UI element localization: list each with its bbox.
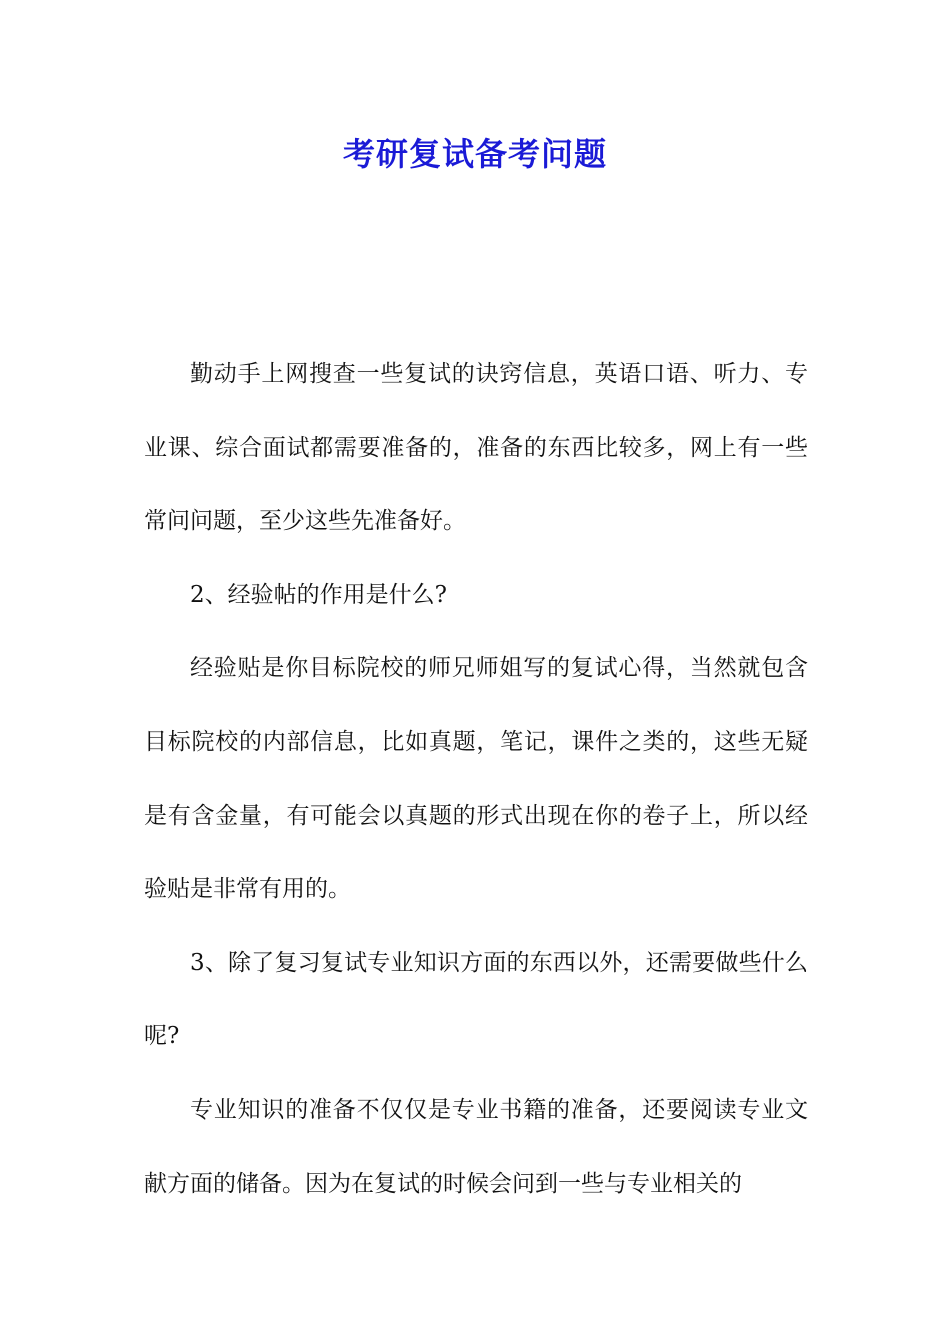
paragraph-intro: 勤动手上网搜查一些复试的诀窍信息，英语口语、听力、专业课、综合面试都需要准备的，准备的东西比较多，网上有一些常问问题，至少这些先准备好。 xyxy=(144,361,808,535)
paragraph-question-3: 3、除了复习复试专业知识方面的东西以外，还需要做些什么呢? xyxy=(144,949,808,1050)
document-title: 考研复试备考问题 xyxy=(342,135,607,173)
paragraph-answer-3: 专业知识的准备不仅仅是专业书籍的准备，还要阅读专业文献方面的储备。因为在复试的时候会问到一些与专业相关的 xyxy=(144,1096,808,1197)
paragraph-question-2: 2、经验帖的作用是什么? xyxy=(190,581,447,608)
document-body xyxy=(144,338,808,1221)
paragraph-answer-2: 经验贴是你目标院校的师兄师姐写的复试心得，当然就包含目标院校的内部信息，比如真题，笔记，课件之类的，这些无疑是有含金量，有可能会以真题的形式出现在你的卷子上，所以经验贴是非常有用的。 xyxy=(144,655,808,903)
